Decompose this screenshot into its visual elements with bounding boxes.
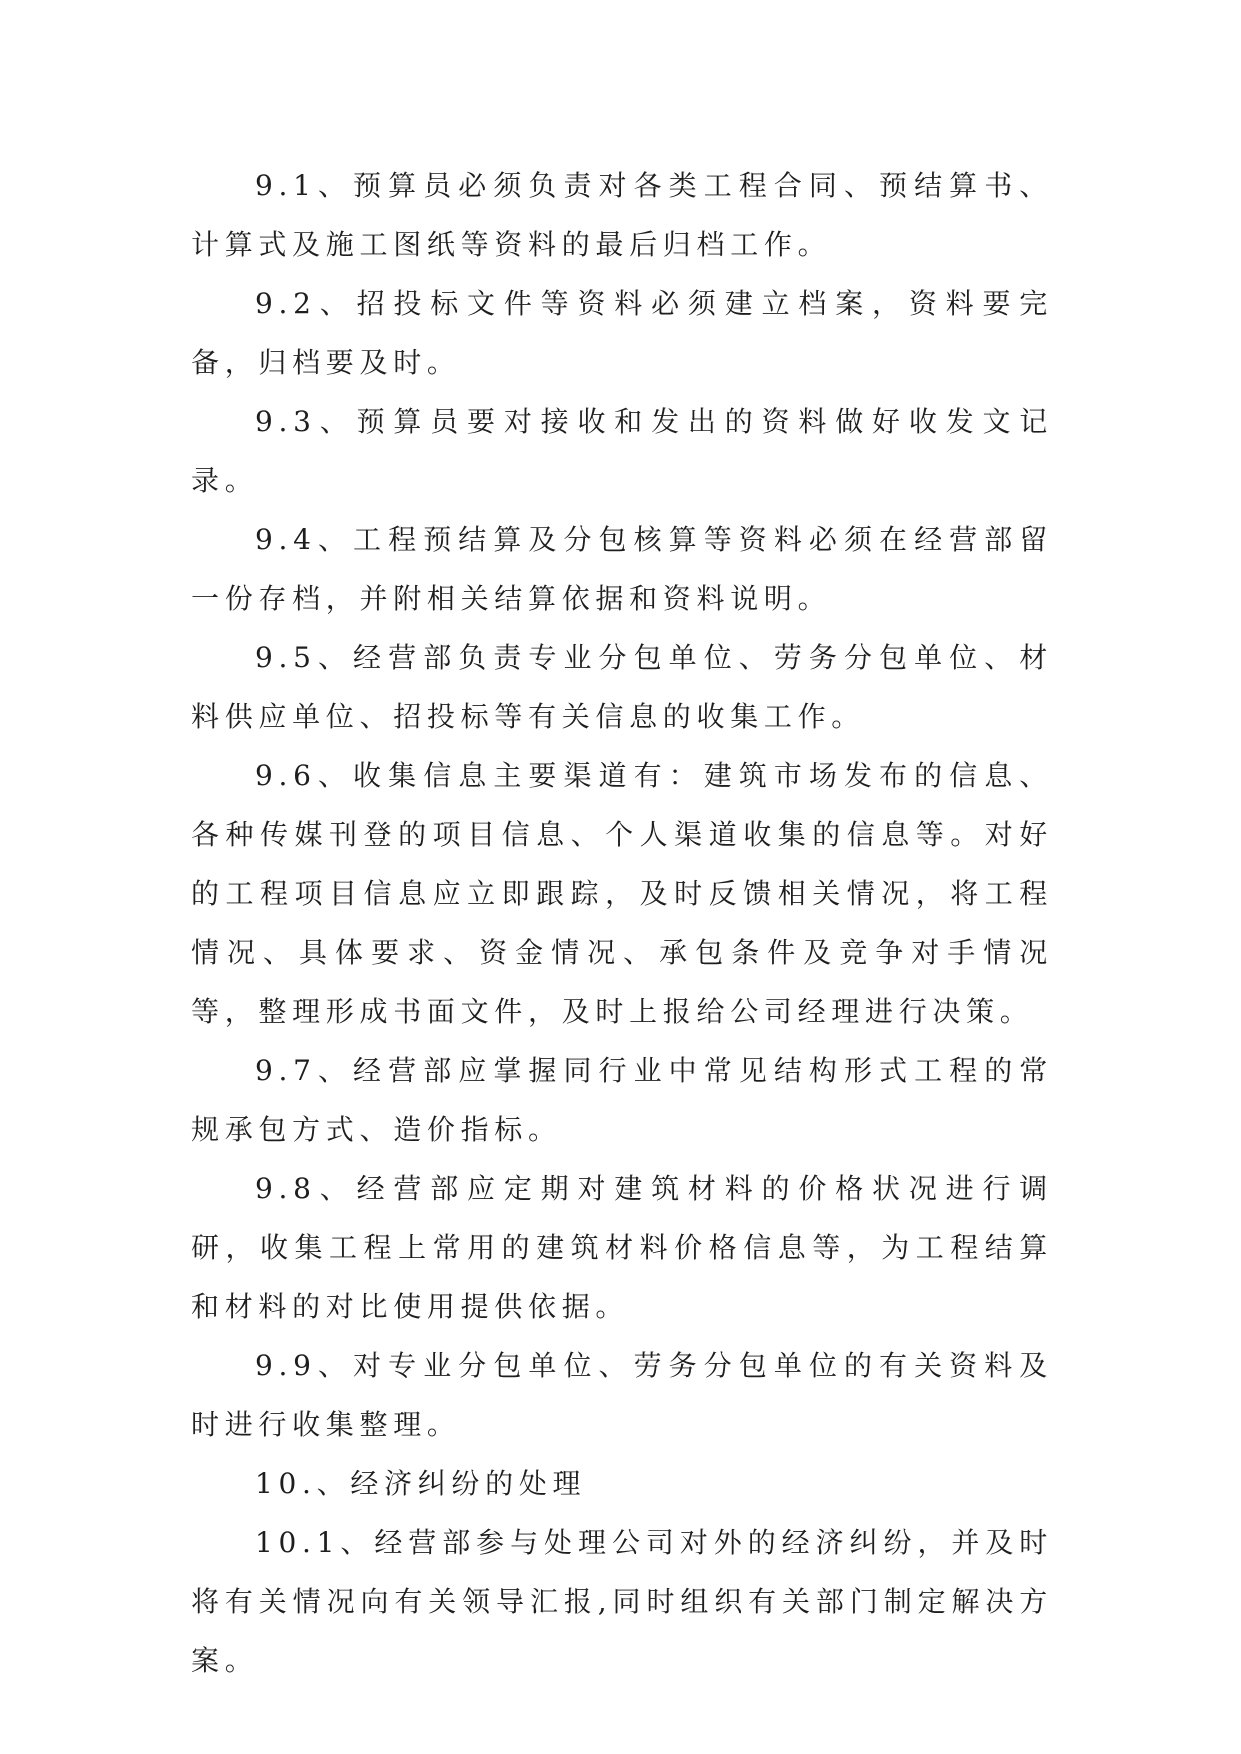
paragraph-10-1: 10.1、经营部参与处理公司对外的经济纠纷，并及时将有关情况向有关领导汇报,同时组织有关部门制定解决方案。 <box>191 1526 1053 1677</box>
paragraph-9-5: 9.5、经营部负责专业分包单位、劳务分包单位、材料供应单位、招投标等有关信息的收集工作。 <box>191 641 1053 733</box>
document-body <box>191 156 1053 1690</box>
paragraph-9-8: 9.8、经营部应定期对建筑材料的价格状况进行调研，收集工程上常用的建筑材料价格信息等，为工程结算和材料的对比使用提供依据。 <box>191 1172 1053 1323</box>
paragraph-9-7: 9.7、经营部应掌握同行业中常见结构形式工程的常规承包方式、造价指标。 <box>191 1054 1053 1146</box>
paragraph-9-9: 9.9、对专业分包单位、劳务分包单位的有关资料及时进行收集整理。 <box>191 1349 1053 1441</box>
paragraph-9-3: 9.3、预算员要对接收和发出的资料做好收发文记录。 <box>191 405 1053 497</box>
section-heading-10: 10.、经济纠纷的处理 <box>255 1467 587 1500</box>
paragraph-9-1: 9.1、预算员必须负责对各类工程合同、预结算书、计算式及施工图纸等资料的最后归档工作。 <box>191 169 1053 261</box>
paragraph-9-2: 9.2、招投标文件等资料必须建立档案，资料要完备，归档要及时。 <box>191 287 1053 379</box>
paragraph-9-4: 9.4、工程预结算及分包核算等资料必须在经营部留一份存档，并附相关结算依据和资料说明。 <box>191 523 1053 615</box>
paragraph-9-6: 9.6、收集信息主要渠道有：建筑市场发布的信息、各种传媒刊登的项目信息、个人渠道收集的信息等。对好的工程项目信息应立即跟踪，及时反馈相关情况，将工程情况、具体要求、资金情况、承包条件及竞争对手情况等，整理形成书面文件，及时上报给公司经理进行决策。 <box>191 759 1053 1028</box>
